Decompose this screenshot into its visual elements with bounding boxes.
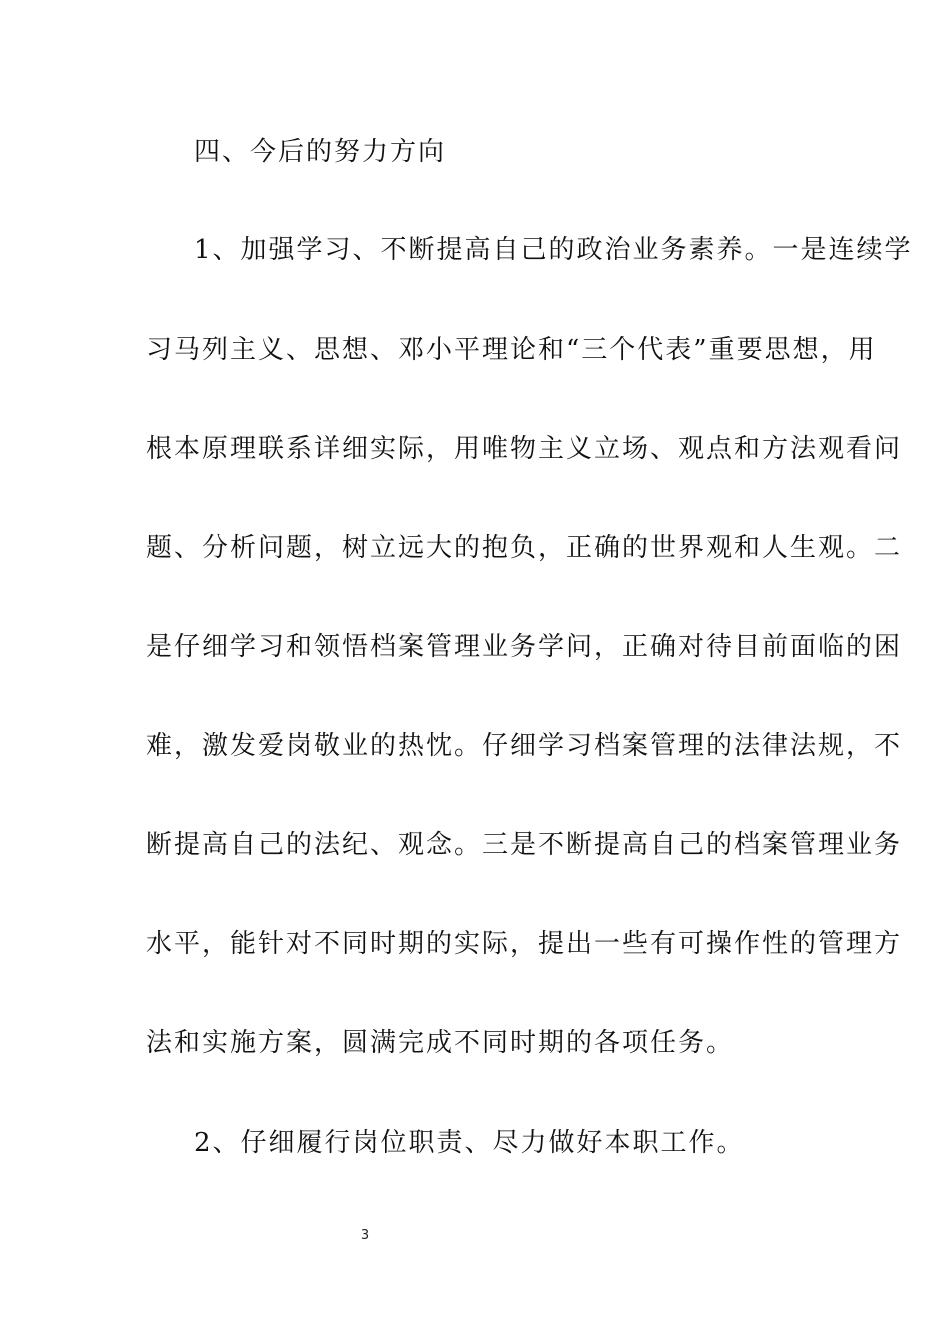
paragraph-line: 难，激发爱岗敬业的热忱。仔细学习档案管理的法律法规，不 xyxy=(146,731,903,761)
paragraph-2: 2、仔细履行岗位职责、尽力做好本职工作。 xyxy=(194,1128,745,1158)
page-number: 3 xyxy=(360,1228,370,1243)
section-heading: 四、今后的努力方向 xyxy=(194,137,447,167)
paragraph-line: 习马列主义、思想、邓小平理论和“三个代表”重要思想，用 xyxy=(146,335,877,365)
paragraph-line: 1、加强学习、不断提高自己的政治业务素养。一是连续学 xyxy=(194,235,913,265)
paragraph-line: 法和实施方案，圆满完成不同时期的各项任务。 xyxy=(146,1028,735,1058)
paragraph-line: 是仔细学习和领悟档案管理业务学问，正确对待目前面临的困 xyxy=(146,632,903,662)
paragraph-line: 根本原理联系详细实际，用唯物主义立场、观点和方法观看问 xyxy=(146,434,903,464)
paragraph-line: 题、分析问题，树立远大的抱负，正确的世界观和人生观。二 xyxy=(146,533,903,563)
paragraph-line: 断提高自己的法纪、观念。三是不断提高自己的档案管理业务 xyxy=(146,830,903,860)
paragraph-line: 水平，能针对不同时期的实际，提出一些有可操作性的管理方 xyxy=(146,929,903,959)
